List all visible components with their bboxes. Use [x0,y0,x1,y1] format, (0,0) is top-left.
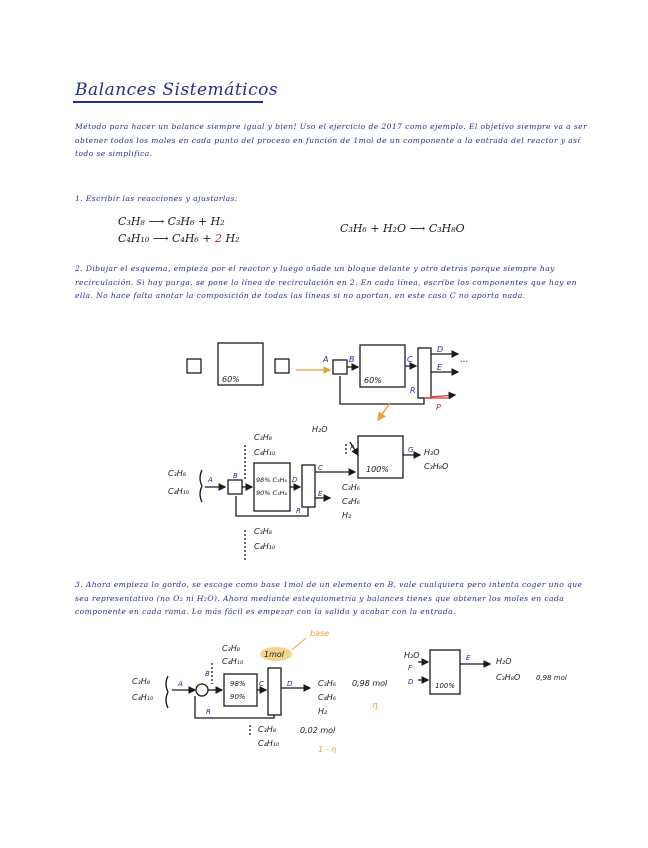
d3-base-label: base [310,629,330,638]
d3-label-e: E [466,654,471,662]
d3-r-var: 1 - η [318,745,337,754]
d2-feed-2: C₄H₁₀ [168,487,190,496]
d3-b-top-2: C₄H₁₀ [222,657,244,666]
d3-r2-label: 100% [435,682,456,690]
d2-label-b: B [233,472,238,480]
d1-label-r: R [410,386,416,395]
diagram-2 [200,436,420,560]
d3-label-r: R [206,708,211,716]
d3-label-c: C [259,680,264,688]
d2-separator-2 [302,465,315,507]
reaction-2-coef: 2 [215,232,223,245]
d3-label-b: B [205,670,210,678]
d3-base-amount: 1mol [264,650,284,659]
d2-sep-pct-2: 90% C₄H₆ [256,489,288,497]
d1-left-pct: 60% [222,375,240,384]
d2-r-bottom-1: C₃H₈ [254,527,273,536]
d3-separator-1 [224,674,257,706]
d3-r2-in-3: D [408,678,414,686]
d3-r-amount: 0,02 mol [300,726,336,735]
d2-feed-1: C₃H₈ [168,469,187,478]
reaction-3: C₃H₆ + H₂O ⟶ C₃H₈O [340,222,465,235]
d2-label-g: G [408,446,414,454]
d2-b-top-2: C₄H₁₀ [254,448,276,457]
d1-label-c: C [407,355,413,364]
d3-sep-pct-1: 98% [230,680,246,688]
step2-paragraph: 2. Dibujar el esquema, empieza por el reactor y luego añade un bloque delante y otro detrás porque siempre hay recirculación. Si hay purga, se pone la línea de recirculación en 2. En cada línea, escribe los componentes que hay en ella. No hace falta anotar la composición de todas las líneas si no aportan, en este caso C no aporta nada. [75,264,577,300]
d3-d-out-1: C₃H₆ [318,679,337,688]
d3-d-out-2: C₄H₆ [318,693,337,702]
d3-r2-in-1: H₂O [404,651,420,660]
step3-paragraph: 3. Ahora empieza lo gordo, se escoge como base 1mol de un elemento en B, vale cualquiera pero intenta coger uno que sea representativo (no O₂ ni H₂O). Ahora mediante estequiometría y balances tienes que obtener los moles en cada componente en cada rama. Lo más fácil es empezar con la salida y acabar con la entrada. [75,580,583,616]
d2-out-1: H₂O [424,448,440,457]
reaction-2-left: C₄H₁₀ ⟶ C₄H₆ + [118,232,212,245]
d3-sep-pct-2: 90% [230,693,246,701]
d3-separator-2 [268,668,281,715]
d3-label-a: A [178,680,183,688]
d1-label-b: B [349,355,355,364]
d1-label-e: E [437,363,443,372]
d1-label-d: D [437,345,444,354]
d1-mixer [333,360,347,374]
d1-dots: ... [460,355,469,365]
d3-r-bottom-2: C₄H₁₀ [258,739,280,748]
d2-reactor-pct: 100% [366,465,389,474]
step1-heading: 1. Escribir las reacciones y ajustarlas: [75,194,238,203]
d2-out-2: C₃H₈O [424,462,449,471]
d3-r2-in-2: F [408,664,413,672]
d2-label-f: F [350,444,355,452]
d2-e-out-3: H₂ [342,511,352,520]
d2-e-out-1: C₃H₆ [342,483,361,492]
d2-label-r: R [296,507,301,515]
d2-b-top-1: C₃H₈ [254,433,273,442]
d3-b-top-1: C₃H₈ [222,644,241,653]
d3-out-2: C₃H₈O [496,673,521,682]
d2-label-a: A [208,476,213,484]
d1-post-box-left [275,359,289,373]
d3-feed-2: C₄H₁₀ [132,693,154,702]
d2-label-c: C [318,464,323,472]
d2-separator-1 [254,463,290,511]
reaction-2-right: H₂ [225,232,240,245]
d3-feed-1: C₃H₈ [132,677,151,686]
diagram-1 [187,343,458,404]
d3-out-amount: 0,98 mol [536,674,567,682]
d3-d-amount: 0,98 mol [352,679,388,688]
d2-e-out-2: C₄H₆ [342,497,361,506]
d1-label-p: P [436,403,441,412]
d3-r-bottom-1: C₃H₈ [258,725,277,734]
d3-out-1: H₂O [496,657,512,666]
d2-label-d: D [292,476,298,484]
d2-label-e: E [318,490,323,498]
intro-paragraph: Método para hacer un balance siempre igual y bien! Uso el ejercicio de 2017 como ejemplo. El objetivo siempre va a ser obtener todos los moles en cada punto del proceso en función de 1mol de un componente a la entrada del reactor y así todo se simplifica. [75,122,588,158]
d3-mixer [196,684,208,696]
d1-reactor-pct: 60% [364,376,382,385]
d3-label-d: D [287,680,293,688]
d1-label-a: A [323,355,329,364]
page-title: Balances Sistemáticos [75,80,279,100]
d2-water: H₂O [312,425,328,434]
d3-base-pointer [292,638,306,650]
d3-d-out-3: H₂ [318,707,328,716]
d3-d-var: η [372,701,378,711]
reaction-1: C₃H₈ ⟶ C₃H₆ + H₂ [118,215,225,228]
d2-sep-pct-1: 98% C₃H₆ [256,476,288,484]
d1-pre-box-left [187,359,201,373]
d2-mixer [228,480,242,494]
d1-separator [418,348,431,398]
d2-r-bottom-2: C₄H₁₀ [254,542,276,551]
